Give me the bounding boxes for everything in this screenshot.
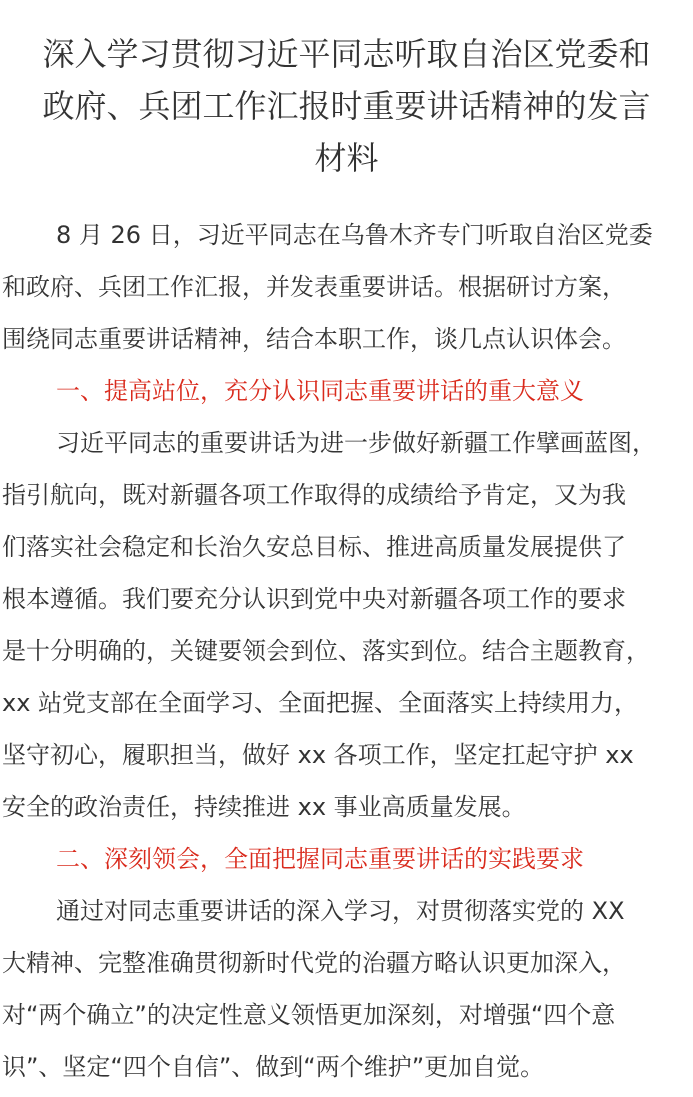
paragraph-line: 8 月 26 日，习近平同志在乌鲁木齐专门听取自治区党委 xyxy=(56,221,653,249)
paragraph-line: 坚守初心，履职担当，做好 xx 各项工作，坚定扛起守护 xx xyxy=(2,741,634,769)
title-line: 深入学习贯彻习近平同志听取自治区党委和 xyxy=(42,35,651,73)
paragraph-line: 通过对同志重要讲话的深入学习，对贯彻落实党的 XX xyxy=(56,897,625,925)
paragraph-section-2 xyxy=(2,885,692,1093)
paragraph-line: 和政府、兵团工作汇报，并发表重要讲话。根据研讨方案， xyxy=(2,273,626,301)
paragraph-line: xx 站党支部在全面学习、全面把握、全面落实上持续用力， xyxy=(2,689,639,717)
paragraph-line: 习近平同志的重要讲话为进一步做好新疆工作擘画蓝图， xyxy=(56,429,656,457)
paragraph-section-1 xyxy=(2,417,692,833)
paragraph-line: 是十分明确的，关键要领会到位、落实到位。结合主题教育， xyxy=(2,637,650,665)
document-body xyxy=(2,209,692,1093)
paragraph-line: 对“两个确立”的决定性意义领悟更加深刻，对增强“四个意 xyxy=(2,1001,616,1029)
paragraph-line: 安全的政治责任，持续推进 xx 事业高质量发展。 xyxy=(2,793,526,821)
section-heading-1: 一、提高站位，充分认识同志重要讲话的重大意义 xyxy=(56,377,584,405)
paragraph-intro xyxy=(2,209,692,365)
paragraph-line: 根本遵循。我们要充分认识到党中央对新疆各项工作的要求 xyxy=(2,585,626,613)
section-heading-2: 二、深刻领会，全面把握同志重要讲话的实践要求 xyxy=(56,845,584,873)
paragraph-line: 指引航向，既对新疆各项工作取得的成绩给予肯定，又为我 xyxy=(2,481,626,509)
title-line: 材料 xyxy=(314,139,379,177)
paragraph-line: 识”、坚定“四个自信”、做到“两个维护”更加自觉。 xyxy=(2,1053,545,1081)
paragraph-line: 围绕同志重要讲话精神，结合本职工作，谈几点认识体会。 xyxy=(2,325,626,353)
paragraph-line: 大精神、完整准确贯彻新时代党的治疆方略认识更加深入， xyxy=(2,949,626,977)
title-line: 政府、兵团工作汇报时重要讲话精神的发言 xyxy=(42,87,651,125)
paragraph-line: 们落实社会稳定和长治久安总目标、推进高质量发展提供了 xyxy=(2,533,626,561)
document-title xyxy=(0,28,693,184)
